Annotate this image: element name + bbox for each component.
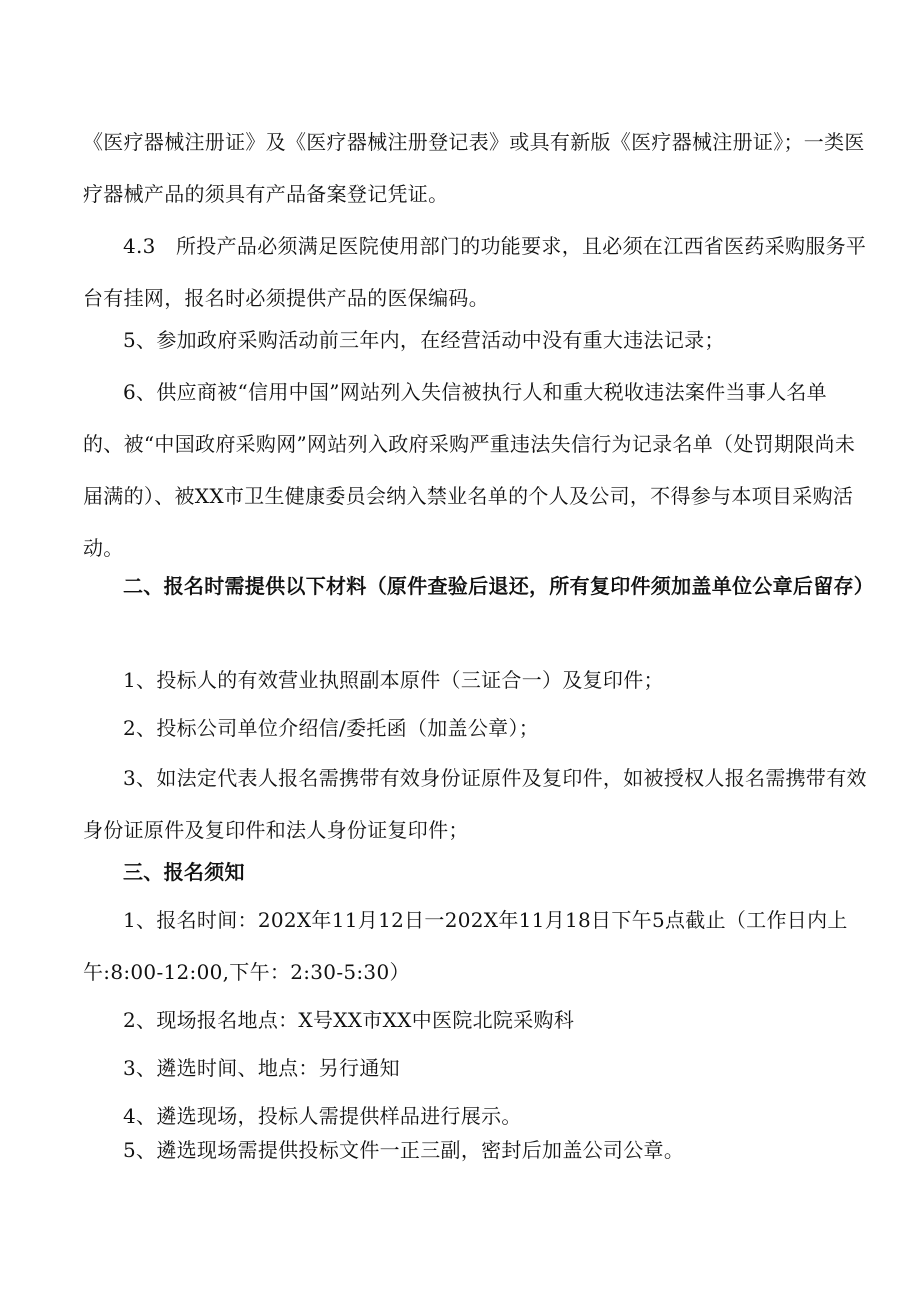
paragraph-5-no-violations: 5、参加政府采购活动前三年内，在经营活动中没有重大违法记录； <box>123 328 725 352</box>
paragraph-material-3-id-documents: 3、如法定代表人报名需携带有效身份证原件及复印件，如被授权人报名需携带有效身份证原件及复印件和法人身份证复印件； <box>83 766 867 842</box>
paragraph-notice-2-registration-location: 2、现场报名地点：X号XX市XX中医院北院采购科 <box>123 1008 575 1032</box>
paragraph-notice-3-selection-time: 3、遴选时间、地点：另行通知 <box>123 1056 400 1080</box>
paragraph-material-2-introduction-letter: 2、投标公司单位介绍信/委托函（加盖公章）； <box>123 716 540 740</box>
paragraph-registration-certificate: 《医疗器械注册证》及《医疗器械注册登记表》或具有新版《医疗器械注册证》；一类医疗器械产品的须具有产品备案登记凭证。 <box>83 130 865 206</box>
paragraph-notice-5-bid-documents: 5、遴选现场需提供投标文件一正三副，密封后加盖公司公章。 <box>123 1138 685 1162</box>
paragraph-notice-4-samples: 4、遴选现场，投标人需提供样品进行展示。 <box>123 1104 522 1128</box>
section-heading-registration-notice: 三、报名须知 <box>123 860 245 884</box>
paragraph-notice-1-registration-time: 1、报名时间：202X年11月12日一202X年11月18日下午5点截止（工作日内上午:8:00-12:00,下午：2:30-5:30） <box>83 908 848 984</box>
paragraph-material-1-business-license: 1、投标人的有效营业执照副本原件（三证合一）及复印件； <box>123 668 664 692</box>
section-heading-required-materials: 二、报名时需提供以下材料（原件查验后退还，所有复印件须加盖单位公章后留存） <box>123 574 875 598</box>
paragraph-4-3-product-requirements: 4.3 所投产品必须满足医院使用部门的功能要求，且必须在江西省医药采购服务平台有挂网，报名时必须提供产品的医保编码。 <box>83 234 867 310</box>
paragraph-6-blacklist: 6、供应商被“信用中国”网站列入失信被执行人和重大税收违法案件当事人名单的、被“中国政府采购网”网站列入政府采购严重违法失信行为记录名单（处罚期限尚未届满的）、被XX市卫生健康委员会纳入禁业名单的个人及公司，不得参与本项目采购活动。 <box>83 380 856 560</box>
